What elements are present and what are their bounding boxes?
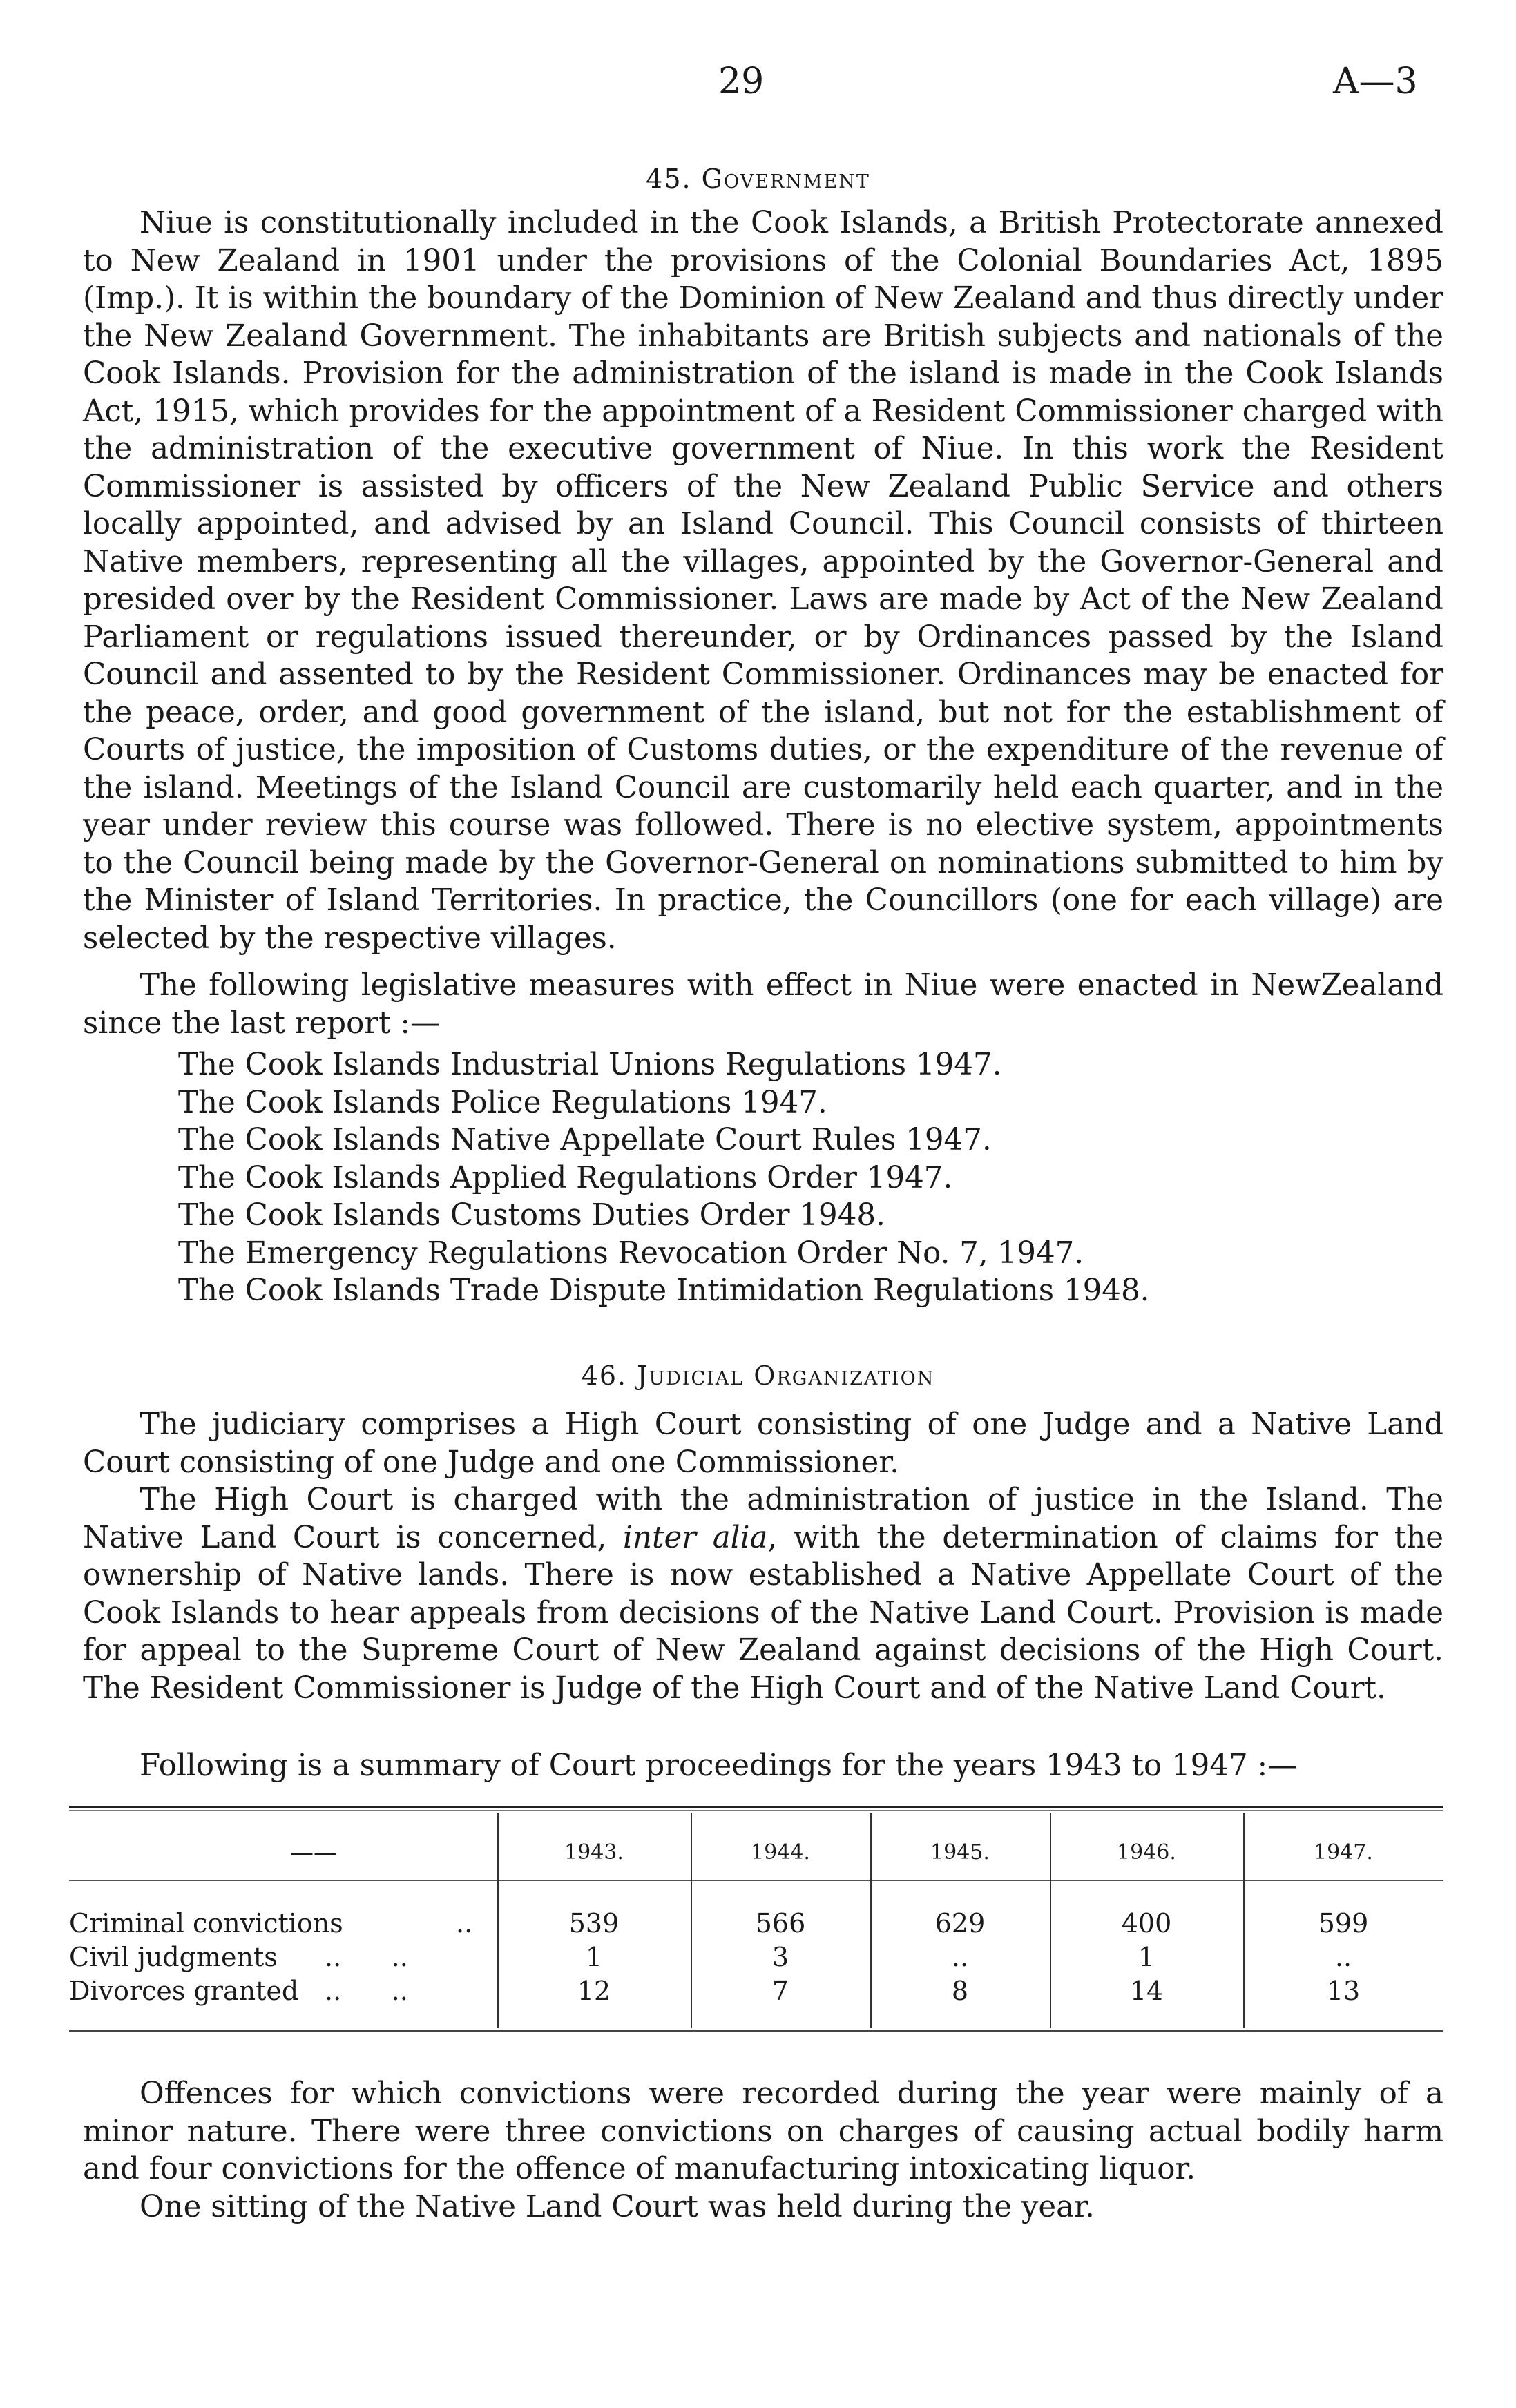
inter-alia-italic: inter alia — [623, 1520, 768, 1555]
judiciary-paragraph: The judiciary comprises a High Court consisting of one Judge and a Native Land Court consisting of one Judge and one Commissioner. — [83, 1407, 1443, 1480]
table-cell: 629 — [934, 1908, 986, 1938]
table-cell: 14 — [1129, 1976, 1164, 2006]
column-header-1943: 1943. — [564, 1840, 624, 1865]
table-row-label: Civil judgments — [69, 1942, 278, 1972]
table-top-subrule — [69, 1810, 1443, 1811]
row-leader-dots: .. — [456, 1908, 473, 1938]
measure-item: The Cook Islands Applied Regulations Order 1947. — [178, 1160, 953, 1195]
section-46-heading: 46. Judicial Organization — [581, 1360, 935, 1391]
table-cell: 566 — [755, 1908, 806, 1938]
table-cell: 599 — [1318, 1908, 1369, 1938]
column-header-1945: 1945. — [930, 1840, 990, 1865]
table-cell: 12 — [577, 1976, 611, 2006]
sitting-paragraph: One sitting of the Native Land Court was held during the year. — [140, 2189, 1095, 2224]
legislative-measures-list — [178, 1046, 1149, 1310]
table-row-label: Divorces granted — [69, 1976, 299, 2006]
row-leader-dots: .. .. — [325, 1942, 408, 1972]
table-top-rule — [69, 1806, 1443, 1808]
section-45-heading: 45. Government — [646, 164, 870, 194]
court-proceedings-table — [69, 1806, 1443, 2034]
table-intro-text: Following is a summary of Court proceedings for the years 1943 to 1947 :— — [140, 1749, 1298, 1783]
table-bottom-rule — [69, 2030, 1443, 2032]
table-intro — [83, 1747, 1443, 1785]
offences-paragraph: Offences for which convictions were recorded during the year were mainly of a minor nature. There were three convictions on charges of causing actual bodily harm and four convictions for the offence of manufacturing intoxicating liquor. — [83, 2077, 1443, 2186]
offences-section — [83, 2075, 1443, 2226]
legislation-intro — [83, 967, 1443, 1042]
table-cell: .. — [951, 1942, 969, 1972]
table-cell: 3 — [771, 1942, 789, 1972]
table-cell: 8 — [951, 1976, 969, 2006]
high-court-paragraph — [83, 1481, 1443, 1707]
row-leader-dots: .. .. — [325, 1976, 408, 2006]
measure-item: The Cook Islands Native Appellate Court Rules 1947. — [178, 1123, 992, 1157]
column-header-1944: 1944. — [751, 1840, 810, 1865]
table-cell: 400 — [1121, 1908, 1172, 1938]
section-46-body — [83, 1406, 1443, 1707]
page-number: 29 — [718, 61, 765, 102]
measure-item: The Cook Islands Police Regulations 1947. — [178, 1085, 827, 1120]
legislation-intro-text: The following legislative measures with effect in Niue were enacted in NewZealand since the last report :— — [83, 968, 1443, 1041]
document-reference: A—3 — [1333, 61, 1418, 102]
high-court-text-a: The High Court is charged with the administration of justice in the Island. The Native Land Court is concerned, — [83, 1483, 1443, 1555]
column-header-1947: 1947. — [1314, 1840, 1373, 1865]
stub-header: —— — [290, 1839, 337, 1867]
measure-item: The Cook Islands Trade Dispute Intimidation Regulations 1948. — [178, 1273, 1150, 1308]
government-paragraph: Niue is constitutionally included in the Cook Islands, a British Protectorate annexed to New Zealand in 1901 under the provisions of the Colonial Boundaries Act, 1895 (Imp.). It is within the boundary of the Dominion of New Zealand and thus directly under the New Zealand Government. The inhabitants are British subjects and nationals of the Cook Islands. Provision for the administration of the island is made in the Cook Islands Act, 1915, which provides for the appointment of a Resident Commissioner charged with the administration of the executive government of Niue. In this work the Resident Commissioner is assisted by officers of the New Zealand Public Service and others locally appointed, and advised by an Island Council. This Council consists of thirteen Native members, representing all the villages, appointed by the Governor-General and presided over by the Resident Commissioner. Laws are made by Act of the New Zealand Parliament or regulations issued thereunder, or by Ordinances passed by the Island Council and assented to by the Resident Commissioner. Ordinances may be enacted for the peace, order, and good government of the island, but not for the establishment of Courts of justice, the imposition of Customs duties, or the expenditure of the revenue of the island. Meetings of the Island Council are customarily held each quarter, and in the year under review this course was followed. There is no elective system, appointments to the Council being made by the Governor-General on nominations submitted to him by the Minister of Island Territories. In practice, the Councillors (one for each village) are selected by the respective villages. — [83, 206, 1443, 956]
measure-item: The Emergency Regulations Revocation Order No. 7, 1947. — [178, 1235, 1084, 1271]
table-cell: 7 — [771, 1976, 789, 2006]
column-header-1946: 1946. — [1117, 1840, 1176, 1865]
table-cell: 13 — [1326, 1976, 1361, 2006]
section-45-body — [83, 204, 1443, 957]
table-cell: 1 — [1138, 1942, 1155, 1972]
table-cell: .. — [1334, 1942, 1352, 1972]
table-row-label: Criminal convictions — [69, 1908, 343, 1938]
table-cell: 539 — [568, 1908, 620, 1938]
measure-item: The Cook Islands Industrial Unions Regulations 1947. — [178, 1048, 1002, 1082]
table-header-rule — [69, 1880, 1443, 1881]
table-cell: 1 — [585, 1942, 603, 1972]
measure-item: The Cook Islands Customs Duties Order 1948. — [178, 1198, 885, 1233]
high-court-text-b: , with the determination of claims for the ownership of Native lands. There is now established a Native Appellate Court of the Cook Islands to hear appeals from decisions of the Native Land Court. Provision is made for appeal to the Supreme Court of New Zealand against decisions of the High Court. The Resident Commissioner is Judge of the High Court and of the Native Land Court. — [83, 1520, 1443, 1706]
